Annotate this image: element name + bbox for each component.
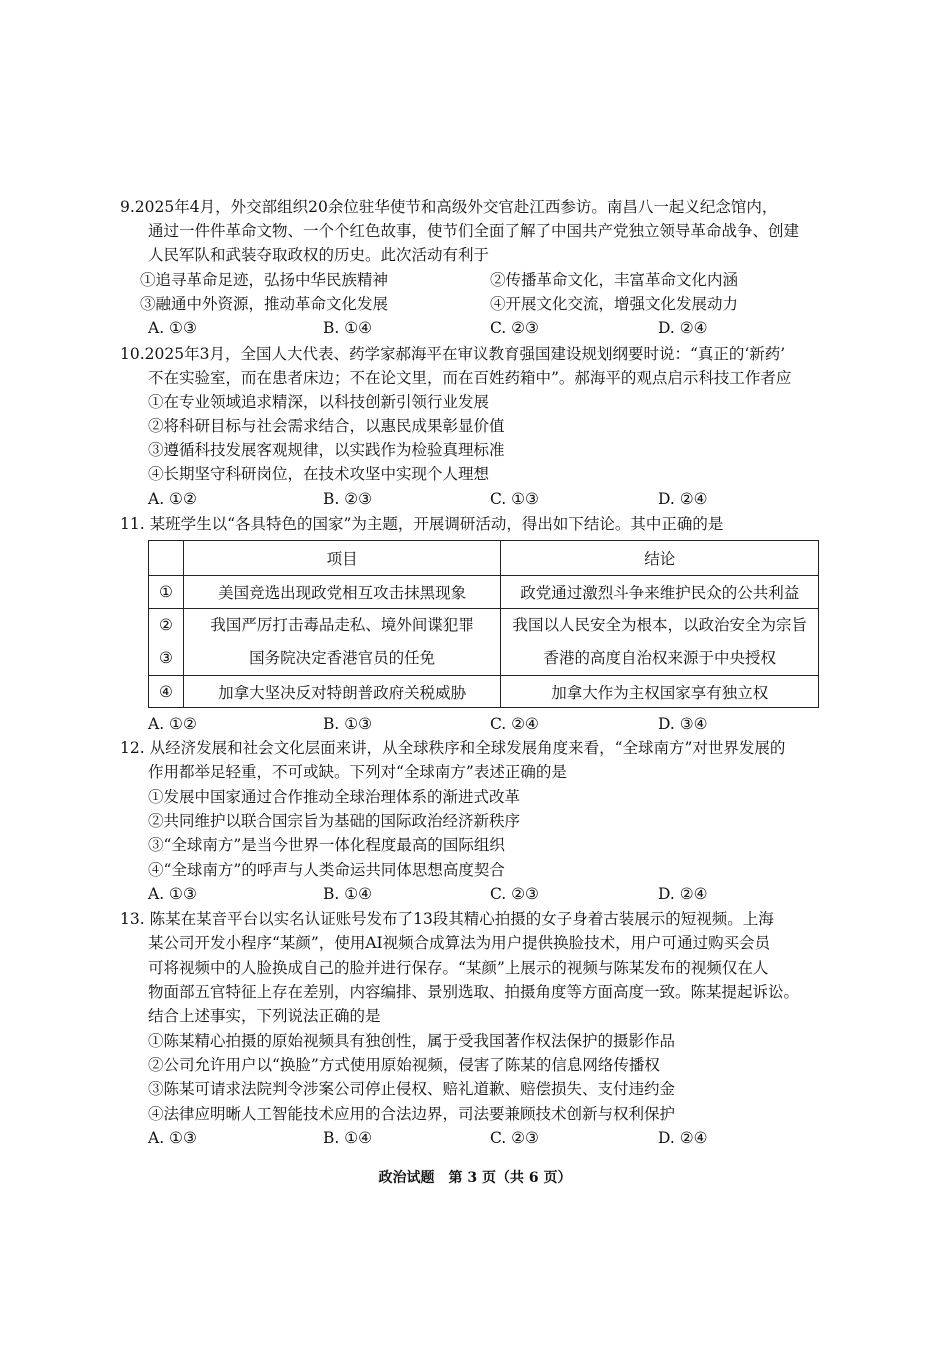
q13-item-2: ②公司允许用户以“换脸”方式使用原始视频，侵害了陈某的信息网络传播权 (148, 1056, 660, 1074)
q9-line-1: 9.2025年4月，外交部组织20余位驻华使节和高级外交官赴江西参访。南昌八一起义纪念馆内， (120, 198, 778, 216)
row-number: ③ (158, 649, 173, 667)
q12-item-4: ④“全球南方”的呼声与人类命运共同体思想高度契合 (148, 861, 505, 879)
table-row-merged (149, 609, 819, 676)
q9-item-1: ①追寻革命足迹，弘扬中华民族精神 (140, 271, 389, 289)
row-number-pair (149, 609, 184, 676)
table-row (149, 676, 819, 708)
q12-item-2: ②共同维护以联合国宗旨为基础的国际政治经济新秩序 (148, 812, 521, 830)
page-footer: 政治试题 第 3 页（共 6 页） (378, 1170, 572, 1186)
q13-option-a: A. ①③ (148, 1129, 197, 1147)
q10-line-2: 不在实验室，而在患者床边；不在论文里，而在百姓药箱中”。郝海平的观点启示科技工作者应 (148, 369, 792, 387)
q13-item-3: ③陈某可请求法院判令涉案公司停止侵权、赔礼道歉、赔偿损失、支付违约金 (148, 1080, 676, 1098)
q10-option-a: A. ①② (148, 490, 197, 508)
q12-option-a: A. ①③ (148, 885, 197, 903)
row-conclusion: 我国以人民安全为根本，以政治安全为宗旨 (512, 616, 807, 634)
row-conclusion: 香港的高度自治权来源于中央授权 (543, 649, 776, 667)
q13-line-1: 13. 陈某在某音平台以实名认证账号发布了13段其精心拍摄的女子身着古装展示的短视频。上海 (120, 910, 774, 928)
q13-line-5: 结合上述事实，下列说法正确的是 (148, 1007, 381, 1025)
q9-line-3: 人民军队和武装夺取政权的历史。此次活动有利于 (148, 246, 490, 264)
row-item: 我国严厉打击毒品走私、境外间谍犯罪 (210, 616, 474, 634)
q12-line-1: 12. 从经济发展和社会文化层面来讲，从全球秩序和全球发展角度来看，“全球南方”对世界发展的 (120, 739, 786, 757)
table-row (149, 576, 819, 609)
q10-line-1: 10.2025年3月，全国人大代表、药学家郝海平在审议教育强国建设规划纲要时说：“真正的‘新药’ (120, 345, 786, 363)
q13-option-b: B. ①④ (323, 1129, 373, 1147)
q13-line-3: 可将视频中的人脸换成自己的脸并进行保存。“某颜”上展示的视频与陈某发布的视频仅在人 (148, 959, 769, 977)
q11-option-c: C. ②④ (490, 715, 539, 733)
q11-table (148, 540, 819, 708)
q9-item-4: ④开展文化交流，增强文化发展动力 (490, 295, 739, 313)
q13-option-d: D. ②④ (658, 1129, 708, 1147)
row-number: ① (149, 576, 184, 609)
row-item: 国务院决定香港官员的任免 (249, 649, 436, 667)
q13-item-4: ④法律应明晰人工智能技术应用的合法边界，司法要兼顾技术创新与权利保护 (148, 1105, 676, 1123)
q10-item-4: ④长期坚守科研岗位，在技术攻坚中实现个人理想 (148, 465, 490, 483)
q11-stem: 11. 某班学生以“各具特色的国家”为主题，开展调研活动，得出如下结论。其中正确的是 (120, 515, 724, 533)
q11-option-d: D. ③④ (658, 715, 708, 733)
q9-option-b: B. ①④ (323, 319, 373, 337)
row-conclusion: 加拿大作为主权国家享有独立权 (501, 676, 819, 708)
q13-item-1: ①陈某精心拍摄的原始视频具有独创性，属于受我国著作权法保护的摄影作品 (148, 1032, 676, 1050)
q11-option-a: A. ①② (148, 715, 197, 733)
q9-line-2: 通过一件件革命文物、一个个红色故事，使节们全面了解了中国共产党独立领导革命战争、创建 (148, 222, 800, 240)
q13-option-c: C. ②③ (490, 1129, 539, 1147)
row-item: 加拿大坚决反对特朗普政府关税威胁 (183, 676, 501, 708)
q13-line-4: 物面部五官特征上存在差别，内容编排、景别选取、拍摄角度等方面高度一致。陈某提起诉讼。 (148, 983, 800, 1001)
q10-item-2: ②将科研目标与社会需求结合，以惠民成果彰显价值 (148, 417, 505, 435)
row-number: ② (158, 616, 173, 634)
q10-option-d: D. ②④ (658, 490, 708, 508)
q12-line-2: 作用都举足轻重，不可或缺。下列对“全球南方”表述正确的是 (148, 763, 567, 781)
q9-item-2: ②传播革命文化，丰富革命文化内涵 (490, 271, 739, 289)
q12-item-3: ③“全球南方”是当今世界一体化程度最高的国际组织 (148, 836, 505, 854)
q10-item-3: ③遵循科技发展客观规律，以实践作为检验真理标准 (148, 441, 505, 459)
row-conclusion-pair (501, 609, 819, 676)
q10-item-1: ①在专业领域追求精深，以科技创新引领行业发展 (148, 393, 490, 411)
q10-option-b: B. ②③ (323, 490, 373, 508)
q13-line-2: 某公司开发小程序“某颜”，使用AI视频合成算法为用户提供换脸技术，用户可通过购买会员 (148, 934, 771, 952)
q12-option-c: C. ②③ (490, 885, 539, 903)
q10-option-c: C. ①③ (490, 490, 539, 508)
row-number: ④ (149, 676, 184, 708)
q11-option-b: B. ①③ (323, 715, 373, 733)
q12-item-1: ①发展中国家通过合作推动全球治理体系的渐进式改革 (148, 788, 521, 806)
row-conclusion: 政党通过激烈斗争来维护民众的公共利益 (501, 576, 819, 609)
q9-option-d: D. ②④ (658, 319, 708, 337)
table-header-row (149, 541, 819, 576)
row-item: 美国竞选出现政党相互攻击抹黑现象 (183, 576, 501, 609)
q12-option-d: D. ②④ (658, 885, 708, 903)
table-header-conclusion: 结论 (501, 541, 819, 576)
q9-option-a: A. ①③ (148, 319, 197, 337)
q12-option-b: B. ①④ (323, 885, 373, 903)
table-header-item: 项目 (183, 541, 501, 576)
q9-option-c: C. ②③ (490, 319, 539, 337)
q9-item-3: ③融通中外资源，推动革命文化发展 (140, 295, 389, 313)
table-header-empty (149, 541, 184, 576)
row-item-pair (183, 609, 501, 676)
